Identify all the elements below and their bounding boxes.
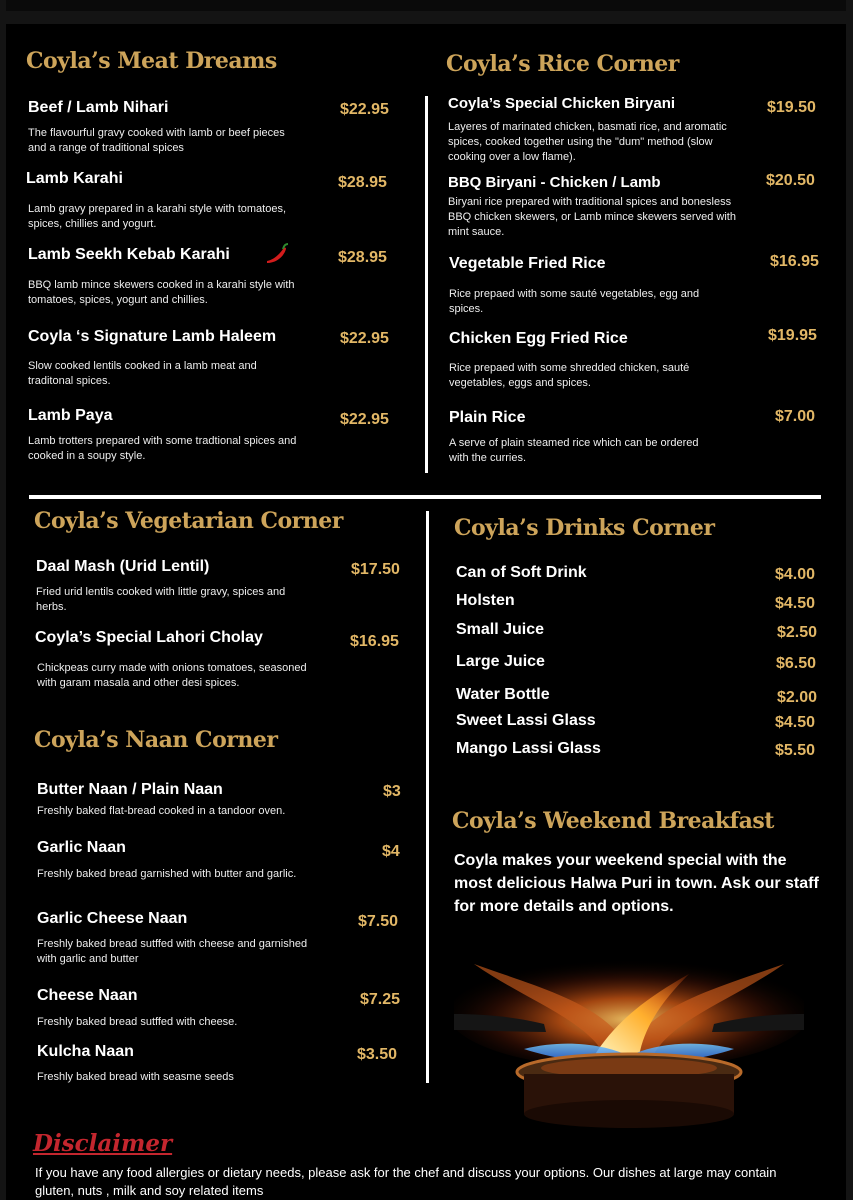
disclaimer-text: If you have any food allergies or dietary needs, please ask for the chef and discuss your options. Our dishes at large may contain gluten, nuts , milk and soy related items [35, 1165, 777, 1198]
drink-price: $5.50 [775, 742, 816, 759]
drink-price: $4.50 [775, 714, 816, 731]
menu-item-price: $20.50 [766, 172, 815, 189]
drink-name: Sweet Lassi Glass [456, 712, 596, 729]
menu-item-name: Cheese Naan [37, 987, 138, 1004]
drink-price: $2.00 [777, 689, 818, 706]
menu-item-name: Chicken Egg Fried Rice [449, 330, 628, 347]
drink-name: Large Juice [456, 653, 545, 670]
menu-item-name: Coyla ‘s Signature Lamb Haleem [28, 328, 277, 345]
menu-item-price: $7.50 [358, 913, 399, 930]
menu-item-name: Daal Mash (Urid Lentil) [36, 558, 210, 575]
menu-item-desc: Chickpeas curry made with onions tomatoes, seasoned with garam masala and other desi spices. [37, 662, 307, 689]
rice-section-title: Coyla’s Rice Corner [446, 51, 679, 77]
menu-item-name: Kulcha Naan [37, 1043, 134, 1060]
menu-item-desc: BBQ lamb mince skewers cooked in a karahi style with tomatoes, spices, yogurt and chillies. [28, 279, 295, 306]
menu-item-desc: A serve of plain steamed rice which can be ordered with the curries. [449, 437, 699, 464]
column-divider [425, 96, 428, 473]
menu-item-price: $16.95 [350, 633, 399, 650]
drink-name: Holsten [456, 592, 515, 609]
top-bar [6, 0, 846, 11]
menu-item-price: $19.50 [767, 99, 816, 116]
menu-item-desc: The flavourful gravy cooked with lamb or beef pieces and a range of traditional spices [28, 127, 285, 154]
menu-item-name: Lamb Seekh Kebab Karahi [28, 246, 230, 263]
menu-item-price: $22.95 [340, 101, 389, 118]
menu-item-price: $28.95 [338, 249, 387, 266]
menu-item-desc: Lamb trotters prepared with some tradtional spices and cooked in a soupy style. [28, 435, 297, 462]
drink-name: Can of Soft Drink [456, 564, 587, 581]
breakfast-section-title: Coyla’s Weekend Breakfast [452, 808, 774, 834]
drink-name: Small Juice [456, 621, 545, 638]
menu-item-name: Coyla’s Special Lahori Cholay [35, 629, 263, 646]
menu-item-desc: Rice prepaed with some shredded chicken, sauté vegetables, eggs and spices. [449, 362, 690, 389]
menu-item-desc: Rice prepaed with some sauté vegetables, egg and spices. [449, 288, 700, 315]
menu-item-price: $4 [382, 843, 400, 860]
menu-item-desc: Layeres of marinated chicken, basmati rice, and aromatic spices, cooked together using the "dum" method (slow cooking over a low flame). [448, 121, 727, 163]
menu-item-desc: Freshly baked bread sutffed with cheese. [37, 1016, 238, 1028]
menu-item-price: $16.95 [770, 253, 819, 270]
menu-item-name: Lamb Paya [28, 407, 113, 424]
menu-item-name: Vegetable Fried Rice [449, 255, 606, 272]
menu-item-price: $28.95 [338, 174, 387, 191]
menu-item-desc: Freshly baked bread garnished with butter and garlic. [37, 868, 297, 880]
menu-item-price: $19.95 [768, 327, 817, 344]
column-divider [426, 511, 429, 1083]
menu-item-desc: Freshly baked bread with seasme seeds [37, 1071, 234, 1083]
section-divider [29, 495, 821, 499]
breakfast-description: Coyla makes your weekend special with the most delicious Halwa Puri in town. Ask our staff for more details and options. [454, 852, 819, 915]
chili-pepper-icon [262, 242, 290, 266]
menu-item-price: $7.25 [360, 991, 401, 1008]
menu-item-price: $3.50 [357, 1046, 398, 1063]
menu-item-name: BBQ Biryani - Chicken / Lamb [448, 174, 661, 191]
drink-name: Mango Lassi Glass [456, 740, 601, 757]
menu-item-desc: Biryani rice prepared with traditional spices and bonesless BBQ chicken skewers, or Lamb mince skewers served with mint sauce. [448, 196, 736, 238]
menu-item-price: $17.50 [351, 561, 400, 578]
menu-item-name: Garlic Cheese Naan [37, 910, 188, 927]
veg-section-title: Coyla’s Vegetarian Corner [34, 508, 343, 534]
menu-page [6, 24, 846, 1200]
menu-item-desc: Lamb gravy prepared in a karahi style with tomatoes, spices, chillies and yogurt. [28, 203, 287, 230]
drink-price: $4.50 [775, 595, 816, 612]
menu-item-price: $22.95 [340, 411, 389, 428]
menu-item-name: Butter Naan / Plain Naan [37, 781, 223, 798]
drink-price: $4.00 [775, 566, 816, 583]
drinks-section-title: Coyla’s Drinks Corner [454, 515, 715, 541]
menu-item-desc: Fried urid lentils cooked with little gravy, spices and herbs. [36, 586, 286, 613]
menu-item-name: Beef / Lamb Nihari [28, 99, 169, 116]
menu-item-price: $22.95 [340, 330, 389, 347]
menu-item-name: Plain Rice [449, 409, 526, 426]
drink-price: $2.50 [777, 624, 818, 641]
drink-price: $6.50 [776, 655, 817, 672]
meat-section-title: Coyla’s Meat Dreams [26, 48, 277, 74]
naan-section-title: Coyla’s Naan Corner [34, 727, 278, 753]
drink-name: Water Bottle [456, 686, 550, 703]
menu-item-price: $7.00 [775, 408, 816, 425]
menu-item-desc: Slow cooked lentils cooked in a lamb meat and traditonal spices. [28, 360, 257, 387]
menu-item-desc: Freshly baked flat-bread cooked in a tandoor oven. [37, 805, 286, 817]
gas-burner-flame-photo [454, 944, 804, 1134]
menu-item-price: $3 [383, 783, 401, 800]
menu-item-desc: Freshly baked bread sutffed with cheese and garnished with garlic and butter [37, 938, 308, 965]
menu-item-name: Garlic Naan [37, 839, 126, 856]
menu-item-name: Coyla’s Special Chicken Biryani [448, 95, 676, 112]
menu-item-name: Lamb Karahi [26, 170, 123, 187]
disclaimer-title: Disclaimer [33, 1130, 173, 1157]
